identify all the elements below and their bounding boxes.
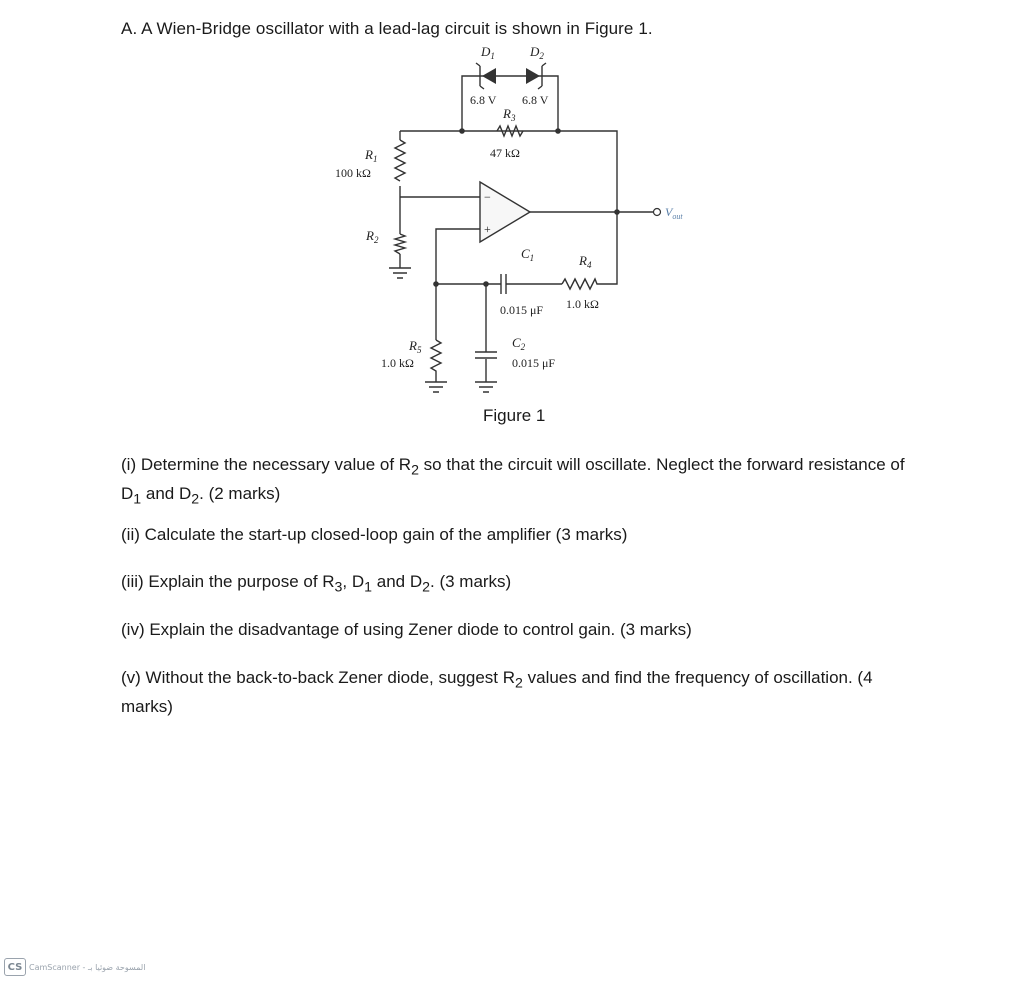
r4-value: 1.0 kΩ xyxy=(566,297,599,311)
opamp-plus-sign: + xyxy=(484,222,491,236)
junction-dots xyxy=(433,128,620,287)
question-i: (i) Determine the necessary value of $R_2$ so that the circuit will oscillate. Neglect the forward resistance of $D_1$ and $D_2$. (2 marks) xyxy=(121,455,905,508)
question-heading: A. A Wien-Bridge oscillator with a lead-lag circuit is shown in Figure 1. xyxy=(121,19,653,38)
r3-label: $R_3$ xyxy=(503,106,516,123)
r2-label: $R_2$ xyxy=(366,228,379,245)
camscanner-watermark xyxy=(4,958,145,976)
r5-label: $R_5$ xyxy=(409,338,422,355)
d1-label: $D_1$ xyxy=(481,44,495,61)
d2-voltage-label: 6.8 V xyxy=(522,93,549,107)
r1-resistor xyxy=(395,140,405,181)
r5-value: 1.0 kΩ xyxy=(381,356,414,370)
r1-value: 100 kΩ xyxy=(335,166,371,180)
r5-resistor xyxy=(431,340,441,382)
c1-capacitor xyxy=(501,274,506,294)
vout-terminal xyxy=(654,209,661,216)
vout-label: $V_{out}$ xyxy=(665,205,683,221)
r3-value: 47 kΩ xyxy=(490,146,520,160)
c2-label: $C_2$ xyxy=(512,335,526,352)
c2-capacitor xyxy=(475,352,497,358)
r4-label: $R_4$ xyxy=(579,253,592,270)
question-iii: (iii) Explain the purpose of $R_3$, $D_1$ and $D_2$. (3 marks) xyxy=(121,572,512,596)
question-v: (v) Without the back-to-back Zener diode, suggest $R_2$ values and find the frequency of oscillation. (4 marks) xyxy=(121,668,873,717)
wien-bridge-circuit-diagram xyxy=(320,38,720,403)
ground-c2 xyxy=(475,382,497,392)
d2-label: $D_2$ xyxy=(530,44,544,61)
c2-value: 0.015 μF xyxy=(512,356,556,370)
r1-label: $R_1$ xyxy=(365,147,378,164)
r4-resistor xyxy=(562,279,602,289)
camscanner-logo-icon: CS xyxy=(4,958,26,976)
ground-r2 xyxy=(389,268,411,278)
camscanner-text: CamScanner ‑ المسوحة ضوئيا بـ xyxy=(29,962,146,972)
ground-r5 xyxy=(425,382,447,392)
figure-caption: Figure 1 xyxy=(483,406,546,425)
c1-label: $C_1$ xyxy=(521,246,535,263)
question-iv: (iv) Explain the disadvantage of using Zener diode to control gain. (3 marks) xyxy=(121,620,692,639)
ground-symbols xyxy=(389,268,497,392)
d1-voltage-label: 6.8 V xyxy=(470,93,497,107)
r2-resistor xyxy=(395,234,405,254)
opamp-minus-sign: − xyxy=(484,190,491,204)
question-ii: (ii) Calculate the start-up closed-loop gain of the amplifier (3 marks) xyxy=(121,525,628,544)
c1-value: 0.015 μF xyxy=(500,303,544,317)
